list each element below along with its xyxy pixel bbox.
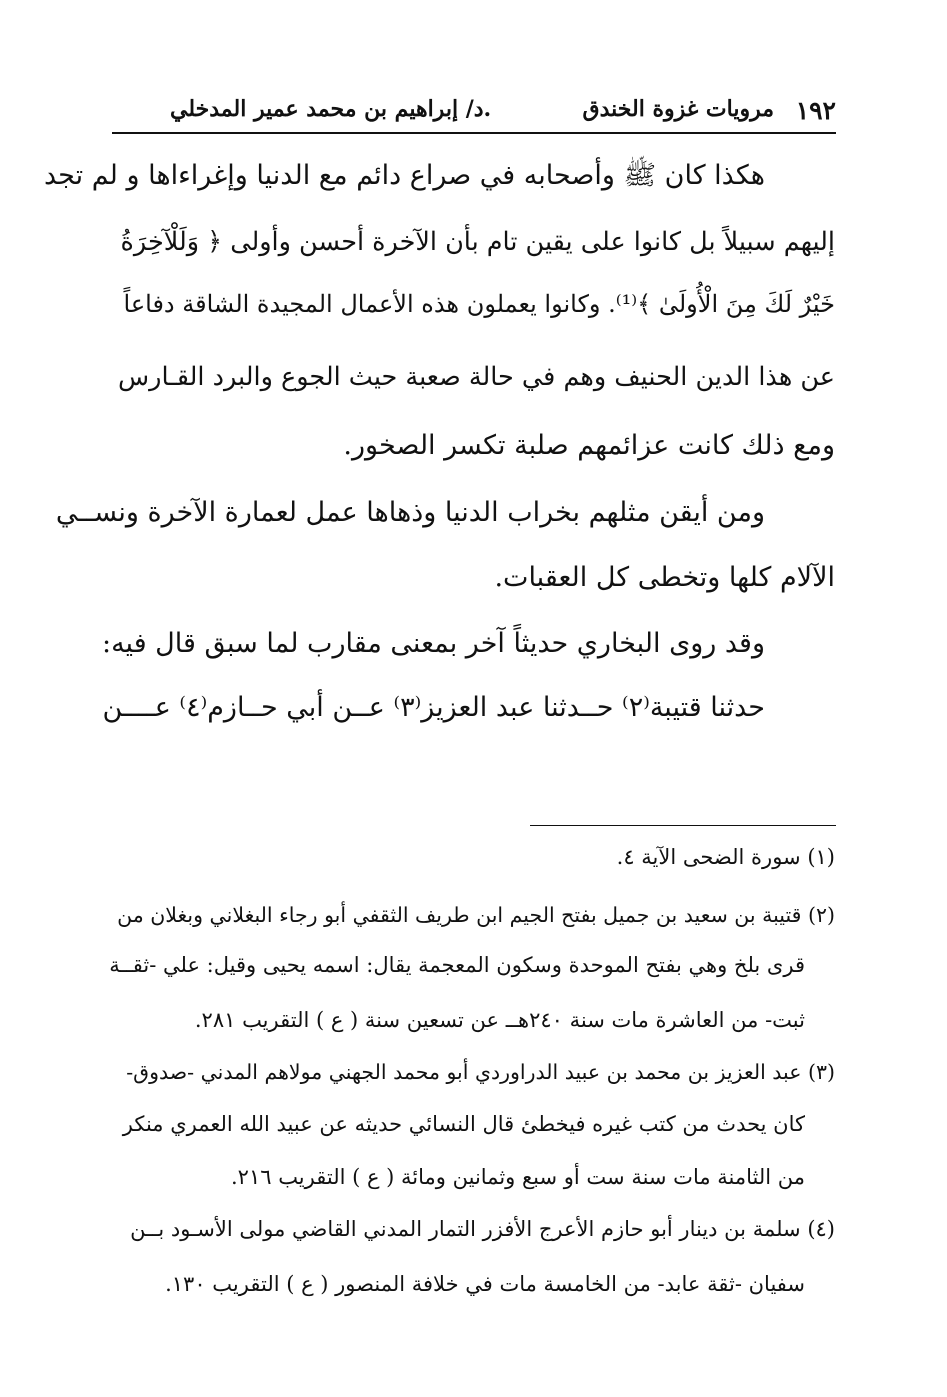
footnote-3-cont-2: من الثامنة مات سنة ست أو سبع وثمانين ومائة ( ع ) التقريب ٢١٦. xyxy=(230,1165,805,1189)
body-line-6: ومن أيقن مثلهم بخراب الدنيا وذهاها عمل لعمارة الآخرة ونســي xyxy=(55,497,765,528)
footnote-2-cont-1: قرى بلخ وهي بفتح الموحدة وسكون المعجمة يقال: اسمه يحيى وقيل: علي -ثقــة xyxy=(109,953,805,977)
author-name: د/ إبراهيم بن محمد عمير المدخلي. xyxy=(170,96,492,122)
body-line-4: عن هذا الدين الحنيف وهم في حالة صعبة حيث الجوع والبرد القـارس xyxy=(118,362,835,392)
footnote-4: (٤) سلمة بن دينار أبو حازم الأعرج الأفزر التمار المدني القاضي مولى الأسـود بــن xyxy=(130,1217,835,1241)
footnote-1: (١) سورة الضحى الآية ٤. xyxy=(616,845,835,869)
body-line-8: وقد روى البخاري حديثاً آخر بمعنى مقارب لما سبق قال فيه: xyxy=(101,628,765,659)
body-line-9: حدثنا قتيبة⁽٢⁾ حــدثنا عبد العزيز⁽٣⁾ عــن أبي حــازم⁽٤⁾ عــــن xyxy=(102,692,765,723)
page-header xyxy=(112,96,836,130)
body-line-7: الآلام كلها وتخطى كل العقبات. xyxy=(494,562,835,593)
body-line-5: ومع ذلك كانت عزائمهم صلبة تكسر الصخور. xyxy=(343,430,835,461)
footnote-3: (٣) عبد العزيز بن محمد بن عبيد الدراوردي أبو محمد الجهني مولاهم المدني -صدوق- xyxy=(126,1060,835,1084)
book-title: مرويات غزوة الخندق xyxy=(582,96,774,122)
body-line-3: خَيْرٌ لَكَ مِنَ الْأُولَىٰ ﴾⁽¹⁾. وكانوا يعملون هذه الأعمال المجيدة الشاقة دفاعاً xyxy=(123,290,835,318)
footnote-2-cont-2: ثبت- من العاشرة مات سنة ٢٤٠هــ عن تسعين سنة ( ع ) التقريب ٢٨١. xyxy=(194,1008,805,1032)
page-number: ١٩٢ xyxy=(795,96,836,125)
footnote-2: (٢) قتيبة بن سعيد بن جميل بفتح الجيم ابن طريف الثقفي أبو رجاء البغلاني وبغلان من xyxy=(117,903,835,927)
body-line-2: إليهم سبيلاً بل كانوا على يقين تام بأن الآخرة أحسن وأولى ﴿ وَلَلْآخِرَةُ xyxy=(120,227,835,257)
footnote-3-cont-1: كان يحدث من كتب غيره فيخطئ قال النسائي حديثه عن عبيد الله العمري منكر xyxy=(122,1112,805,1136)
footnote-4-cont-1: سفيان -ثقة عابد- من الخامسة مات في خلافة المنصور ( ع ) التقريب ١٣٠. xyxy=(165,1272,805,1296)
footnote-rule xyxy=(530,825,836,826)
header-rule xyxy=(112,132,836,134)
body-line-1: هكذا كان ﷺ وأصحابه في صراع دائم مع الدنيا وإغراءاها و لم تجد xyxy=(44,160,765,191)
